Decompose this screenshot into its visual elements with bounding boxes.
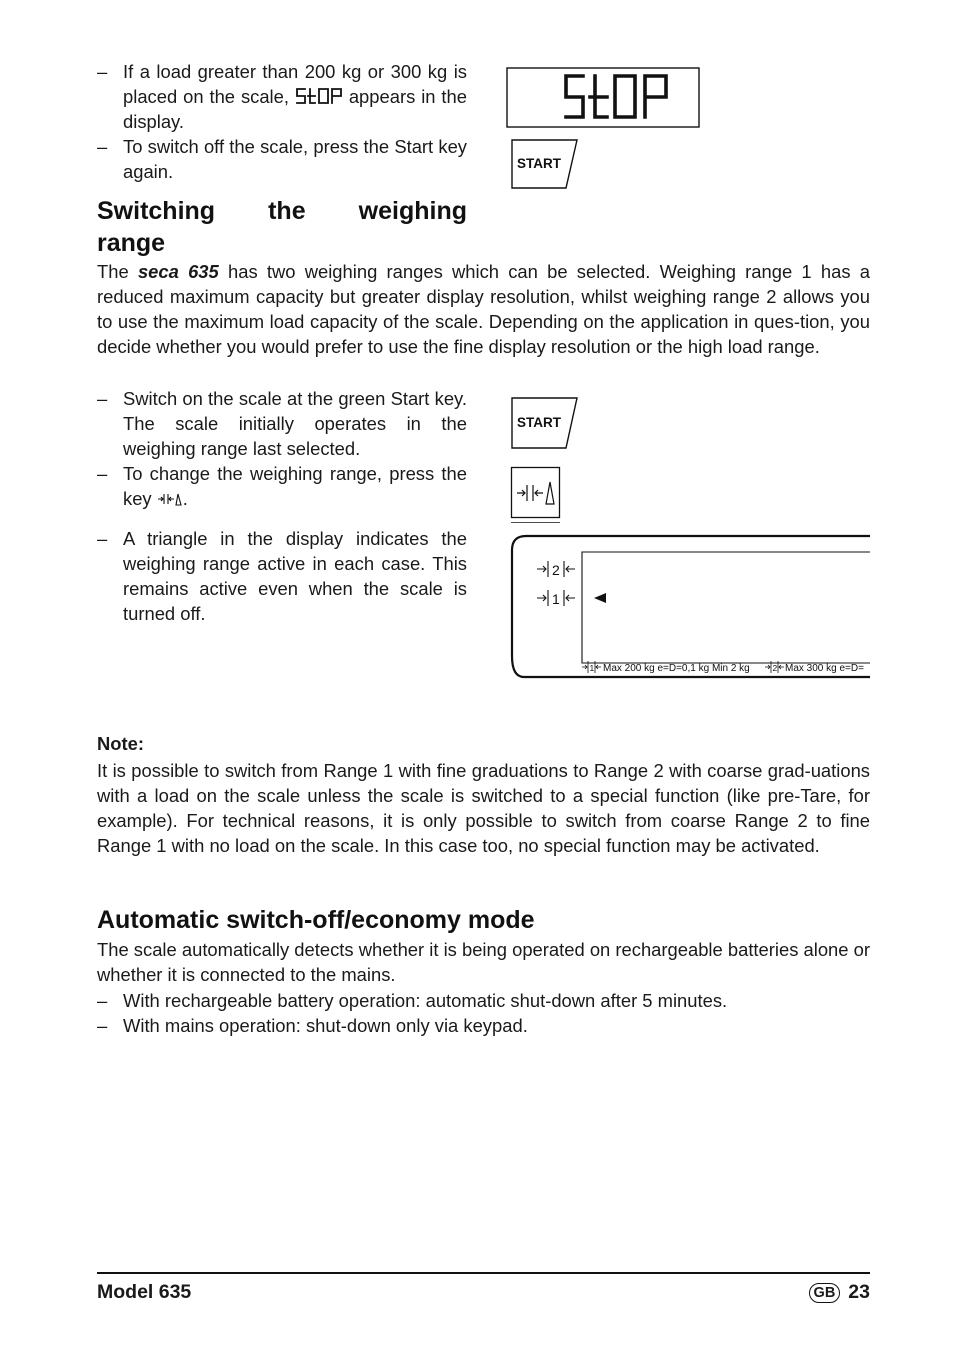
- range-display-panel: [508, 534, 870, 680]
- start-key-label: START: [517, 156, 561, 171]
- list-item: – Switch on the scale at the green Start key. The scale initially operates in the weighing range last selected.: [97, 388, 467, 459]
- section-title-switching: Switching the weighing range: [97, 197, 467, 257]
- spec-range1: Max 200 kg e=D=0,1 kg Min 2 kg: [603, 663, 750, 674]
- intro-bullets: [97, 59, 467, 184]
- start-key[interactable]: [511, 397, 579, 450]
- range-bullets-2: [97, 526, 467, 626]
- section-paragraph: The scale automatically detects whether it is being operated on rechargeable batteries alone or whether it is connected to the mains.: [97, 939, 870, 985]
- list-item: – To change the weighing range, press the key .: [97, 463, 467, 509]
- range-key-icon: [157, 490, 183, 508]
- footer-rule: [97, 1272, 870, 1274]
- range-bullets: [97, 386, 467, 511]
- list-item: – To switch off the scale, press the Start key again.: [97, 136, 467, 182]
- start-key[interactable]: [511, 139, 579, 189]
- footer-model: Model 635: [97, 1281, 192, 1303]
- range-switch-key[interactable]: [510, 466, 562, 524]
- note-title: Note:: [97, 733, 144, 754]
- list-item: – With rechargeable battery operation: automatic shut-down after 5 minutes.: [97, 990, 728, 1011]
- range2-label: 2: [552, 562, 560, 578]
- section-title-economy: Automatic switch-off/economy mode: [97, 906, 535, 934]
- active-range-triangle: [594, 593, 606, 603]
- svg-text:1: 1: [589, 663, 595, 673]
- range1-label: 1: [552, 591, 560, 607]
- stop-display-glyph: [295, 87, 343, 105]
- list-item: – With mains operation: shut-down only via keypad.: [97, 1015, 528, 1036]
- lcd-display-stop: [506, 67, 700, 128]
- brand-name: seca 635: [137, 261, 219, 282]
- list-item: – If a load greater than 200 kg or 300 kg is placed on the scale, appears in the display.: [97, 61, 467, 132]
- start-key-label: START: [517, 415, 561, 430]
- note-text: It is possible to switch from Range 1 with fine graduations to Range 2 with coarse grad-uations with a load on the scale unless the scale is switched to a special function (like pre-Tare, for example). For technical reasons, it is only possible to switch from coarse Range 2 to fine Range 1 with no load on the scale. In this case too, no special function may be activated.: [97, 760, 870, 856]
- spec-line: [582, 661, 864, 674]
- country-badge: GB: [809, 1283, 841, 1303]
- economy-bullets: [97, 988, 870, 1038]
- svg-text:2: 2: [772, 663, 778, 673]
- section-paragraph: The seca 635 has two weighing ranges which can be selected. Weighing range 1 has a reduced maximum capacity but greater display resolution, whilst weighing range 2 allows you to use the maximum load capacity of the scale. Depending on the application in ques-tion, you decide whether you would prefer to use the fine display resolution or the high load range.: [97, 261, 870, 357]
- list-item: – A triangle in the display indicates the weighing range active in each case. This remains active even when the scale is turned off.: [97, 528, 467, 624]
- spec-range2: Max 300 kg e=D=: [785, 663, 864, 674]
- footer-page-info: [809, 1281, 870, 1304]
- page-number: 23: [848, 1281, 870, 1303]
